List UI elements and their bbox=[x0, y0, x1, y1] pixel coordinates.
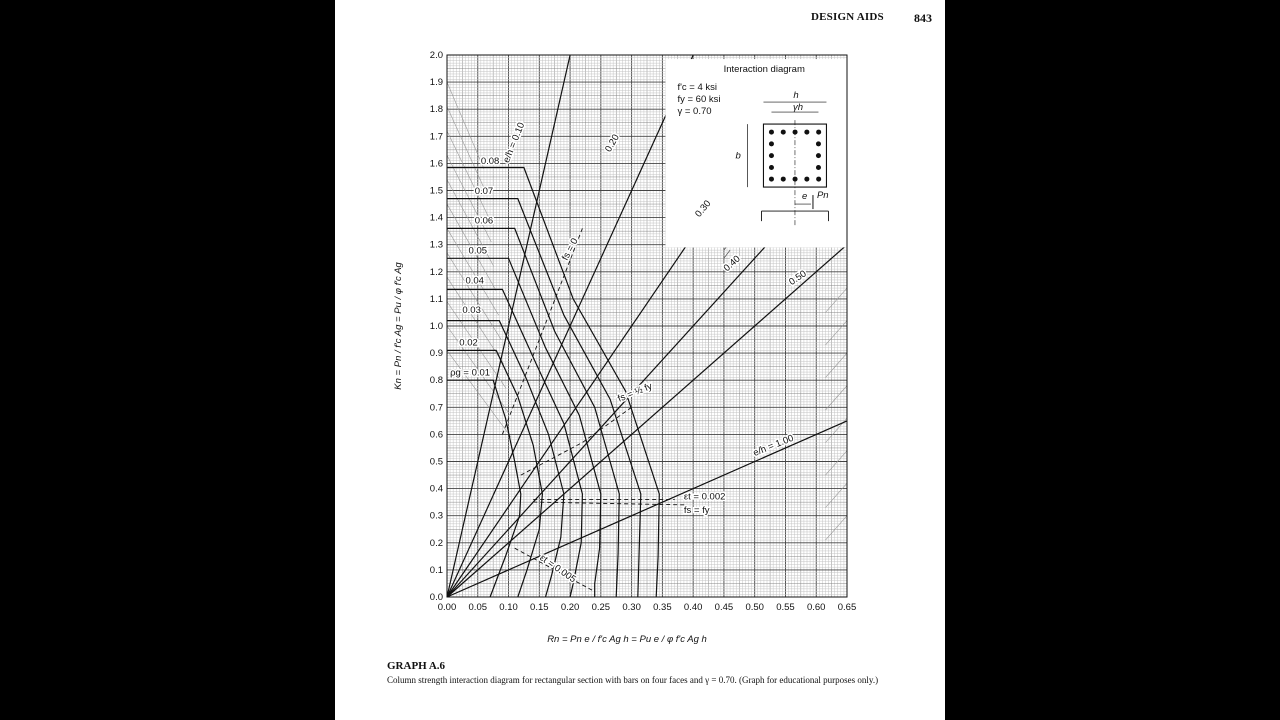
rebar-dot bbox=[781, 177, 786, 182]
annotation-label: fs = 0 bbox=[559, 236, 581, 263]
graph-caption-text: Column strength interaction diagram for rectangular section with bars on four faces and γ = 0.70. (Graph for educational purposes only.) bbox=[387, 675, 879, 685]
page-number: 843 bbox=[914, 11, 932, 25]
x-tick-label: 0.35 bbox=[653, 602, 672, 613]
inset-param: f'c = 4 ksi bbox=[677, 82, 718, 94]
y-tick-label: 0.3 bbox=[429, 510, 443, 522]
eh-label: 0.20 bbox=[603, 132, 622, 155]
x-axis-label: Rn = Pn e / f'c Ag h = Pu e / φ f'c Ag h bbox=[547, 634, 707, 645]
y-tick-label: 1.3 bbox=[429, 239, 443, 251]
rebar-dot bbox=[769, 141, 774, 146]
y-axis-label: Kn = Pn / f'c Ag = Pu / φ f'c Ag bbox=[393, 262, 404, 390]
rebar-dot bbox=[769, 130, 774, 135]
y-tick-label: 0.0 bbox=[429, 592, 443, 603]
rebar-dot bbox=[816, 130, 821, 135]
y-tick-label: 0.6 bbox=[429, 429, 443, 441]
eh-label: e/h = 0.10 bbox=[501, 120, 528, 165]
eh-label: 0.40 bbox=[721, 253, 743, 275]
eh-label: e/h = 1.00 bbox=[751, 432, 796, 459]
y-tick-label: 0.2 bbox=[429, 537, 443, 549]
dim-label: e bbox=[801, 191, 808, 203]
rho-label: 0.04 bbox=[465, 275, 484, 287]
rebar-dot bbox=[816, 141, 821, 146]
textbook-page bbox=[335, 0, 945, 720]
inset-param: fy = 60 ksi bbox=[677, 94, 721, 106]
rho-label: 0.03 bbox=[462, 305, 481, 317]
dim-label: h bbox=[793, 90, 799, 102]
interaction-diagram bbox=[335, 0, 945, 660]
rebar-dot bbox=[769, 153, 774, 158]
x-tick-label: 0.40 bbox=[683, 602, 703, 613]
rebar-dot bbox=[769, 165, 774, 170]
y-tick-label: 1.2 bbox=[429, 266, 443, 278]
y-tick-label: 0.1 bbox=[429, 564, 443, 576]
y-tick-label: 1.5 bbox=[429, 185, 443, 197]
x-tick-label: 0.45 bbox=[714, 602, 734, 613]
rho-label: 0.02 bbox=[459, 337, 478, 349]
x-tick-label: 0.50 bbox=[745, 602, 764, 613]
rho-curve bbox=[447, 168, 659, 598]
y-tick-label: 1.9 bbox=[429, 77, 443, 89]
y-tick-label: 0.9 bbox=[429, 348, 443, 360]
y-tick-label: 0.4 bbox=[429, 483, 443, 495]
rebar-dot bbox=[781, 130, 786, 135]
y-tick-label: 0.7 bbox=[429, 402, 443, 414]
x-tick-label: 0.65 bbox=[837, 602, 857, 613]
x-tick-label: 0.00 bbox=[437, 602, 457, 613]
x-tick-label: 0.05 bbox=[468, 602, 488, 613]
rebar-dot bbox=[793, 177, 798, 182]
graph-caption-title: GRAPH A.6 bbox=[387, 660, 446, 672]
rebar-dot bbox=[816, 165, 821, 170]
annotation-label: εt = 0.005 bbox=[537, 552, 578, 586]
y-tick-label: 1.8 bbox=[429, 104, 443, 116]
x-tick-label: 0.30 bbox=[622, 602, 641, 613]
rebar-dot bbox=[804, 177, 809, 182]
rho-label: 0.07 bbox=[474, 185, 494, 197]
eh-label: 0.50 bbox=[787, 268, 809, 288]
inset-param: γ = 0.70 bbox=[677, 106, 712, 118]
inset-diagram bbox=[665, 59, 847, 247]
dim-label: Pn bbox=[816, 190, 829, 202]
y-tick-label: 1.1 bbox=[429, 293, 443, 305]
rebar-dot bbox=[816, 177, 821, 182]
x-tick-label: 0.55 bbox=[776, 602, 795, 613]
inset-title: Interaction diagram bbox=[723, 64, 805, 76]
y-tick-label: 1.4 bbox=[429, 212, 443, 224]
rebar-dot bbox=[804, 130, 809, 135]
x-tick-label: 0.25 bbox=[591, 602, 611, 613]
annotation-label: εt = 0.002 bbox=[683, 491, 726, 503]
interaction-curves bbox=[447, 168, 659, 598]
annotation-label: fs = ½ fy bbox=[616, 380, 654, 405]
rebar-dot bbox=[793, 130, 798, 135]
rho-label: 0.06 bbox=[474, 215, 494, 227]
rho-label: 0.08 bbox=[480, 156, 500, 168]
y-tick-label: 0.5 bbox=[429, 456, 443, 468]
y-tick-label: 1.6 bbox=[429, 158, 443, 170]
y-tick-label: 0.8 bbox=[429, 375, 443, 387]
annotation-label: fs = fy bbox=[683, 504, 710, 516]
y-tick-label: 2.0 bbox=[429, 50, 443, 61]
x-tick-label: 0.60 bbox=[806, 602, 826, 613]
rho-label: ρg = 0.01 bbox=[450, 367, 491, 379]
x-tick-label: 0.15 bbox=[530, 602, 549, 613]
x-tick-label: 0.20 bbox=[560, 602, 580, 613]
y-tick-label: 1.7 bbox=[429, 131, 443, 143]
running-header: DESIGN AIDS bbox=[811, 11, 884, 23]
rebar-dot bbox=[769, 177, 774, 182]
rho-label: 0.05 bbox=[468, 245, 488, 257]
rebar-dot bbox=[816, 153, 821, 158]
x-tick-label: 0.10 bbox=[499, 602, 518, 613]
eh-label: 0.30 bbox=[693, 198, 714, 220]
y-tick-label: 1.0 bbox=[429, 321, 443, 332]
dim-label: b bbox=[735, 150, 741, 162]
dim-label: γh bbox=[792, 102, 803, 114]
